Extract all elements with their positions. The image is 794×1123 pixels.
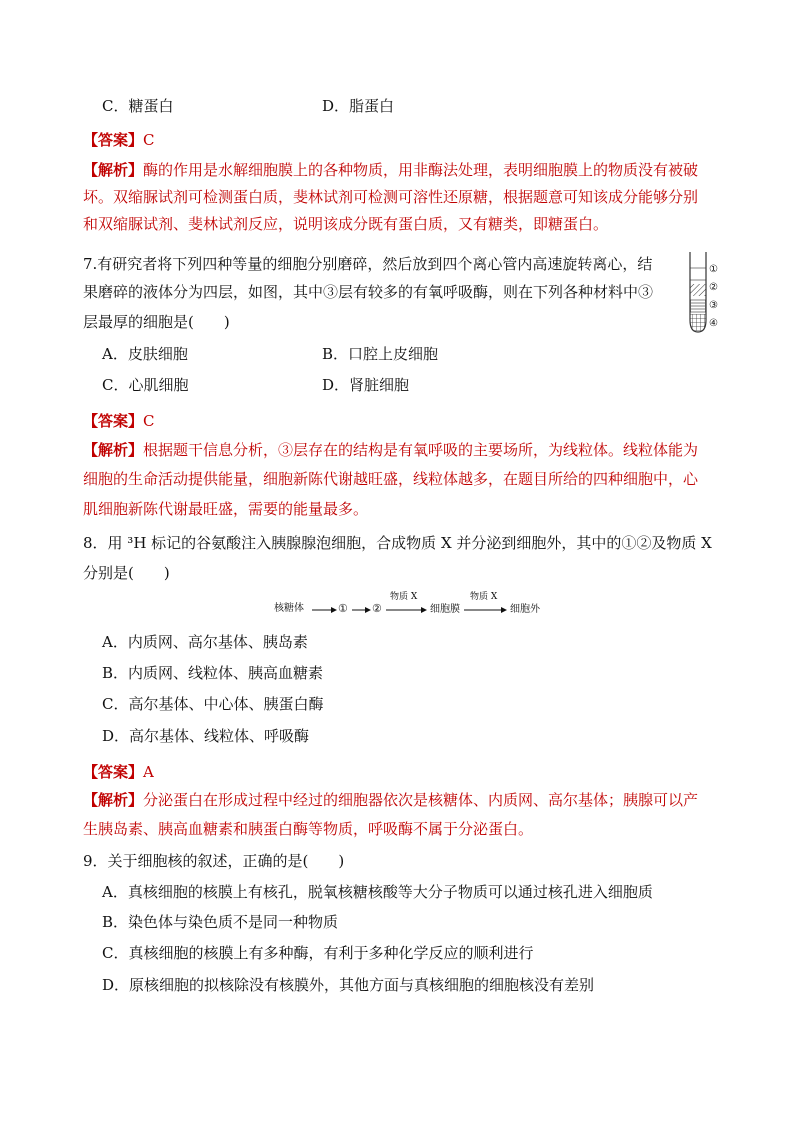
tube-label-3: ③ (709, 300, 718, 311)
q8-option-a: A．内质网、高尔基体、胰岛素 (102, 633, 308, 651)
answer-value: C (143, 412, 155, 430)
q6-analysis-line-3: 和双缩脲试剂、斐林试剂反应，说明该成分既有蛋白质，又有糖类，即糖蛋白。 (83, 215, 609, 233)
answer-value: A (143, 763, 154, 781)
q8-answer (83, 762, 154, 782)
node-1: ① (338, 602, 348, 615)
q9-option-d: D．原核细胞的拟核除没有核膜外，其他方面与真核细胞的细胞核没有差别 (102, 976, 595, 994)
q7-option-a: A．皮肤细胞 (102, 345, 188, 363)
q8-analysis-line-1: 【解析】分泌蛋白在形成过程中经过的细胞器依次是核糖体、内质网、高尔基体；胰腺可以产 (83, 791, 699, 809)
q8-option-d: D．高尔基体、线粒体、呼吸酶 (102, 727, 310, 745)
q7-option-d: D．肾脏细胞 (322, 376, 410, 394)
q9-option-a: A．真核细胞的核膜上有核孔，脱氧核糖核酸等大分子物质可以通过核孔进入细胞质 (102, 883, 653, 901)
q6-answer (83, 130, 155, 150)
q6-analysis-line-2: 坏。双缩脲试剂可检测蛋白质，斐林试剂可检测可溶性还原糖，根据题意可知该成分能够分别 (83, 188, 699, 206)
q8-option-b: B．内质网、线粒体、胰高血糖素 (102, 664, 324, 682)
centrifuge-tube-svg (688, 250, 728, 335)
q8-stem-line-1: 8．用 ³H 标记的谷氨酸注入胰腺腺泡细胞，合成物质 X 并分泌到细胞外，其中的①②及物质 X (83, 534, 712, 552)
node-cell-membrane: 细胞膜 (430, 604, 460, 615)
q7-analysis-line-2: 细胞的生命活动提供能量，细胞新陈代谢越旺盛，线粒体越多，在题目所给的四种细胞中，心 (83, 470, 699, 488)
centrifuge-tube-figure (688, 250, 728, 335)
tube-layer-2 (691, 284, 706, 296)
q7-stem-line-2: 果磨碎的液体分为四层，如图，其中③层有较多的有氧呼吸酶，则在下列各种材料中③ (83, 283, 654, 301)
q8-analysis-line-2: 生胰岛素、胰高血糖素和胰蛋白酶等物质，呼吸酶不属于分泌蛋白。 (83, 820, 534, 838)
q7-option-c: C．心肌细胞 (102, 376, 189, 394)
q9-option-c: C．真核细胞的核膜上有多种酶，有利于多种化学反应的顺利进行 (102, 944, 534, 962)
q9-option-b: B．染色体与染色质不是同一种物质 (102, 913, 339, 931)
analysis-tag: 【解析】 (83, 161, 144, 179)
answer-value: C (143, 131, 155, 149)
q7-answer (83, 411, 155, 431)
arrow-label-2: 物质 X (470, 592, 498, 602)
q6-analysis-line-1: 【解析】酶的作用是水解细胞膜上的各种物质，用非酶法处理，表明细胞膜上的物质没有被破 (83, 161, 699, 179)
tube-label-4: ④ (709, 318, 718, 329)
q8-option-c: C．高尔基体、中心体、胰蛋白酶 (102, 695, 324, 713)
answer-tag: 【答案】 (83, 763, 144, 781)
node-extracellular: 细胞外 (510, 604, 540, 615)
q8-stem-line-2: 分别是( ) (83, 564, 170, 582)
q7-stem-line-3: 层最厚的细胞是( ) (83, 313, 230, 331)
q7-analysis-line-3: 肌细胞新陈代谢最旺盛，需要的能量最多。 (83, 500, 369, 518)
node-2: ② (372, 602, 382, 615)
analysis-tag: 【解析】 (83, 791, 144, 809)
q7-analysis-line-1: 【解析】根据题干信息分析，③层存在的结构是有氧呼吸的主要场所，为线粒体。线粒体能为 (83, 441, 699, 459)
analysis-tag: 【解析】 (83, 441, 144, 459)
answer-tag: 【答案】 (83, 131, 144, 149)
answer-tag: 【答案】 (83, 412, 144, 430)
node-ribosome: 核糖体 (274, 603, 304, 614)
tube-label-1: ① (709, 264, 718, 275)
arrow-label-1: 物质 X (390, 592, 418, 602)
q7-option-b: B．口腔上皮细胞 (322, 345, 439, 363)
secretion-pathway-diagram (274, 594, 554, 622)
q6-option-d: D．脂蛋白 (322, 97, 395, 115)
q7-stem-line-1: 7.有研究者将下列四种等量的细胞分别磨碎，然后放到四个离心管内高速旋转离心，结 (83, 255, 653, 273)
tube-label-2: ② (709, 282, 718, 293)
q9-stem: 9．关于细胞核的叙述，正确的是( ) (83, 852, 345, 870)
q6-option-c: C．糖蛋白 (102, 97, 174, 115)
tube-layer-4 (691, 314, 706, 331)
